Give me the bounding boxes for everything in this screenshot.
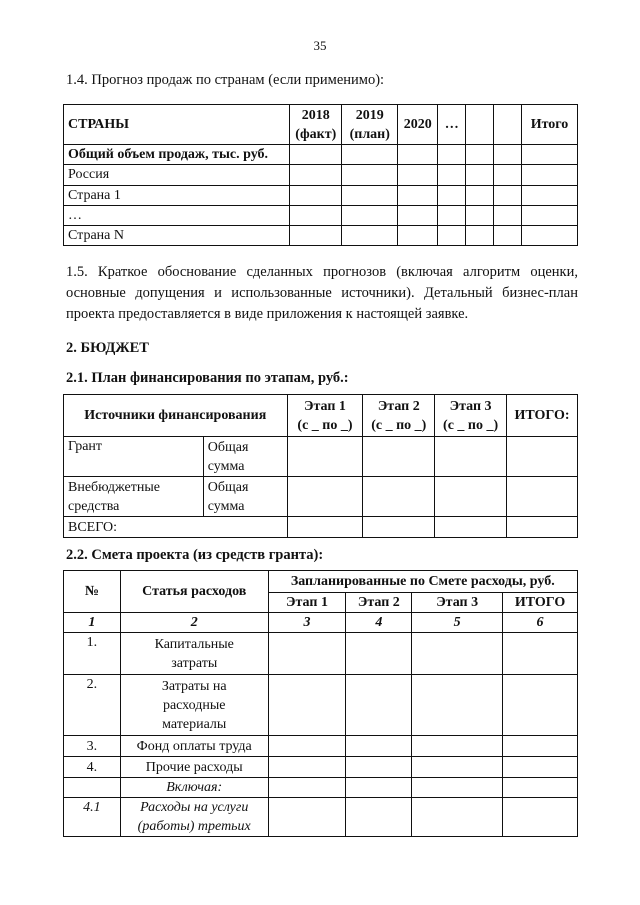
table-row: Грант Общая сумма	[64, 437, 578, 477]
row-extrabudget-label: Внебюджетные средства	[64, 477, 204, 517]
row-grant-label: Грант	[64, 437, 204, 477]
header-stage2: Этап 2 (с _ по _)	[363, 395, 435, 437]
page-number: 35	[313, 38, 327, 53]
header-2019: 2019 (план)	[342, 105, 398, 145]
header-stage1: Этап 1	[268, 593, 346, 613]
header-stage3: Этап 3 (с _ по _)	[435, 395, 507, 437]
section-1-5-line1: 1.5. Краткое обоснование сделанных прогнозов (включая алгоритм оценки,	[66, 264, 578, 280]
row-total-label: ВСЕГО:	[64, 517, 288, 538]
table-header-row	[64, 105, 578, 145]
header-2018: 2018 (факт)	[290, 105, 342, 145]
header-stage3: Этап 3	[412, 593, 503, 613]
table-row	[64, 517, 578, 538]
section-2-2-heading: 2.2. Смета проекта (из средств гранта):	[66, 547, 324, 563]
table-header-row	[64, 571, 578, 593]
funding-plan-table	[63, 394, 578, 538]
table-row: 1. Капитальные затраты	[64, 633, 578, 675]
header-2020: 2020	[398, 105, 438, 145]
header-ellipsis: …	[438, 105, 466, 145]
table-row: Внебюджетные средства Общая сумма	[64, 477, 578, 517]
header-sources: Источники финансирования	[64, 395, 288, 437]
header-total: ИТОГО	[503, 593, 578, 613]
table-header-row	[64, 395, 578, 437]
sales-forecast-table	[63, 104, 578, 246]
section-1-4-heading: 1.4. Прогноз продаж по странам (если применимо):	[66, 72, 385, 88]
table-row: 2. Затраты на расходные материалы	[64, 675, 578, 736]
section-2-heading: 2. БЮДЖЕТ	[66, 340, 149, 356]
column-numbers-row: 1 2 3 4 5 6	[64, 613, 578, 633]
project-estimate-table	[63, 570, 578, 837]
header-num: №	[64, 571, 121, 613]
header-item: Статья расходов	[120, 571, 268, 613]
header-planned: Запланированные по Смете расходы, руб.	[268, 571, 577, 593]
table-row: Общий объем продаж, тыс. руб.	[64, 145, 578, 165]
header-total: ИТОГО:	[507, 395, 578, 437]
table-row: …	[64, 205, 578, 225]
table-row: Страна 1	[64, 185, 578, 205]
table-row: 4. Прочие расходы	[64, 757, 578, 778]
table-row: 4.1 Расходы на услуги (работы) третьих	[64, 798, 578, 837]
header-stage2: Этап 2	[346, 593, 412, 613]
table-row: 3. Фонд оплаты труда	[64, 736, 578, 757]
table-row: Включая:	[64, 778, 578, 798]
header-countries: СТРАНЫ	[64, 105, 290, 145]
section-1-5-line2: основные допущения и использованные источники). Детальный бизнес-план	[66, 285, 578, 301]
section-1-5-line3: проекта предоставляется в виде приложения к настоящей заявке.	[66, 306, 469, 322]
table-row: Россия	[64, 165, 578, 185]
header-stage1: Этап 1 (с _ по _)	[287, 395, 363, 437]
table-row: Страна N	[64, 225, 578, 245]
header-total: Итого	[522, 105, 578, 145]
section-2-1-heading: 2.1. План финансирования по этапам, руб.:	[66, 370, 349, 386]
